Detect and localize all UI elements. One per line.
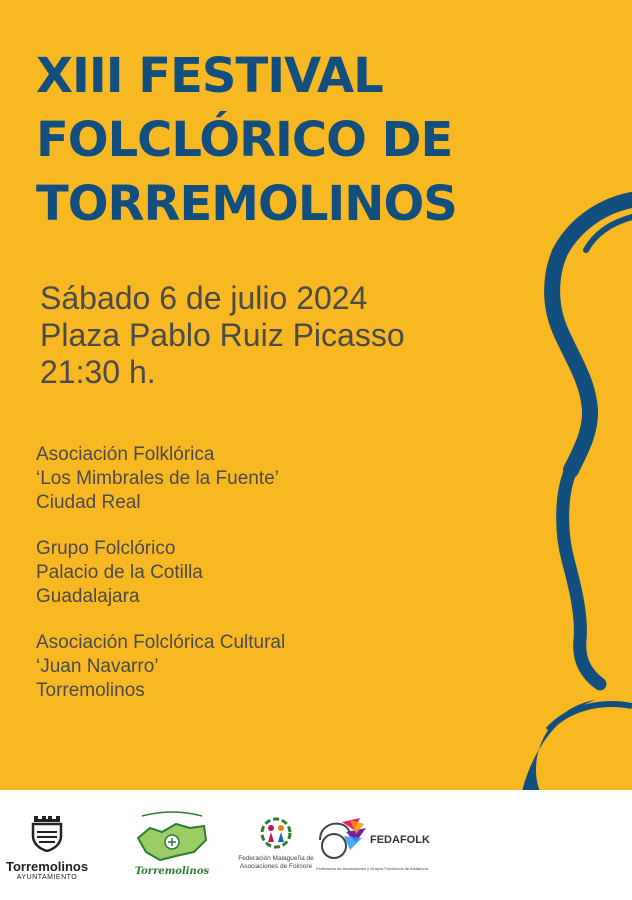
event-place: Plaza Pablo Ruiz Picasso xyxy=(40,317,405,353)
asociacion-juan-navarro-logo xyxy=(132,808,212,882)
title-line-1: XIII FESTIVAL xyxy=(36,48,383,104)
federacion-line-2: Asociaciones de Folclore xyxy=(239,863,313,870)
group-item xyxy=(36,443,285,515)
group-line: Ciudad Real xyxy=(36,492,141,513)
group-line: Asociación Folclórica Cultural xyxy=(36,632,286,653)
group-line: Asociación Folklórica xyxy=(36,444,215,465)
federacion-malaguena-logo xyxy=(236,816,316,871)
group-item xyxy=(36,631,285,703)
event-date: Sábado 6 de julio 2024 xyxy=(40,280,368,316)
sponsor-footer xyxy=(0,790,632,900)
participating-groups xyxy=(36,443,285,725)
group-line: ‘Los Mimbrales de la Fuente’ xyxy=(36,468,279,489)
folk-dancers-icon xyxy=(259,816,293,850)
festival-title xyxy=(36,44,457,236)
title-line-3: TORREMOLINOS xyxy=(36,176,457,232)
group-line: Palacio de la Cotilla xyxy=(36,562,203,583)
federacion-line-1: Federación Malagueña de xyxy=(238,855,314,862)
fedafolk-caption: Federación de Asociaciones y Grupos Folclóricos de Andalucía xyxy=(316,866,428,871)
asociacion-wordmark: Torremolinos xyxy=(134,866,210,877)
group-line: Guadalajara xyxy=(36,586,140,607)
event-details xyxy=(40,280,405,391)
event-time: 21:30 h. xyxy=(40,354,156,390)
torremolinos-logo xyxy=(6,812,88,881)
torremolinos-sub: AYUNTAMIENTO xyxy=(16,874,78,881)
torremolinos-name: Torremolinos xyxy=(6,859,89,874)
castle-shield-icon xyxy=(30,812,64,852)
group-item xyxy=(36,537,285,609)
group-line: Grupo Folclórico xyxy=(36,538,176,559)
title-line-2: FOLCLÓRICO DE xyxy=(36,112,453,168)
andalusia-map-icon xyxy=(132,808,212,868)
group-line: Torremolinos xyxy=(36,680,145,701)
fedafolk-name: FEDAFOLK xyxy=(370,834,430,846)
group-line: ‘Juan Navarro’ xyxy=(36,656,159,677)
fedafolk-logo-icon xyxy=(316,816,368,862)
fedafolk-logo xyxy=(316,816,436,876)
